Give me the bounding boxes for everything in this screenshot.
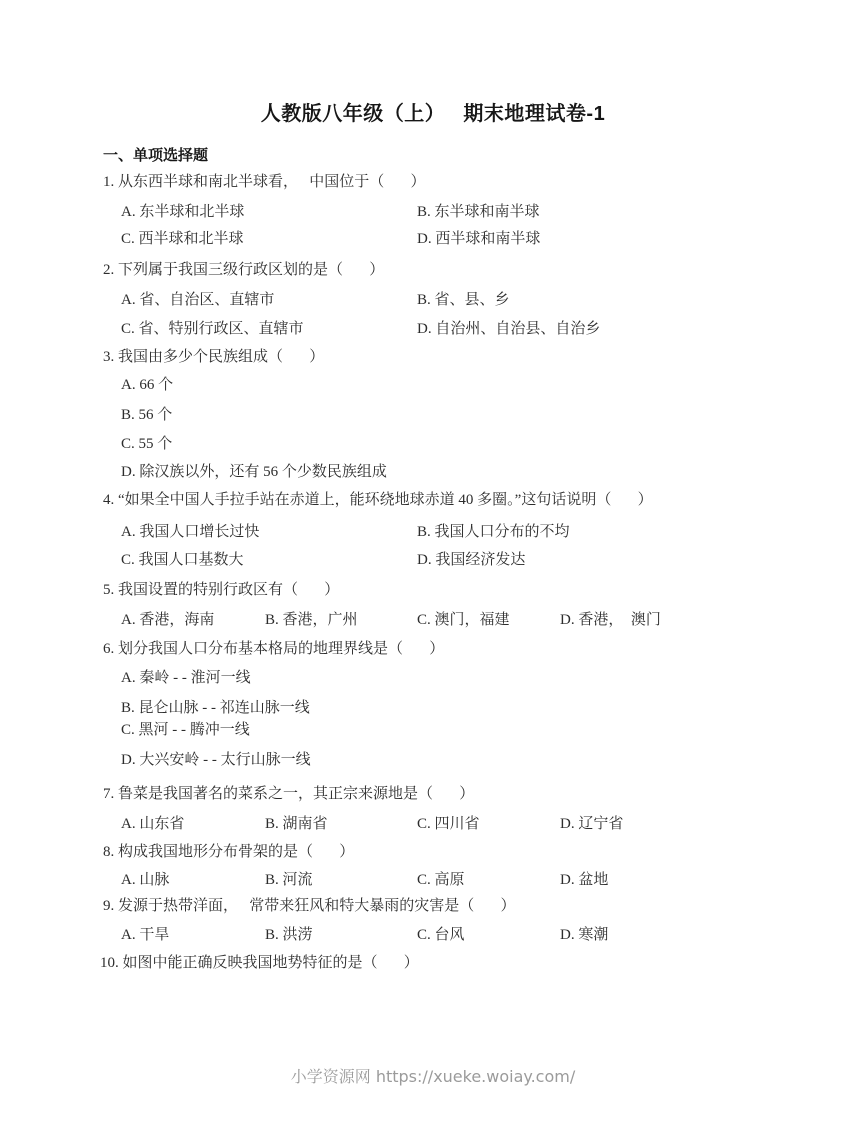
- question-5-option-b: B. 香港，广州: [265, 612, 358, 628]
- page-title: 人教版八年级（上） 期末地理试卷-1: [260, 103, 606, 125]
- question-6-option-a: A. 秦岭 - - 淮河一线: [121, 670, 251, 686]
- question-3-option-c: C. 55 个: [121, 436, 173, 452]
- question-6-option-d: D. 大兴安岭 - - 太行山脉一线: [121, 752, 311, 768]
- question-3-option-a: A. 66 个: [121, 377, 174, 393]
- question-3-option-d: D. 除汉族以外，还有 56 个少数民族组成: [121, 464, 387, 480]
- question-5-option-d: D. 香港， 澳门: [560, 612, 661, 628]
- question-9-option-d: D. 寒潮: [560, 927, 609, 943]
- question-6-option-b: B. 昆仑山脉 - - 祁连山脉一线: [121, 700, 310, 716]
- question-2-option-b: B. 省、县、乡: [417, 292, 510, 308]
- question-9-option-b: B. 洪涝: [265, 927, 313, 943]
- question-2-option-c: C. 省、特别行政区、直辖市: [121, 321, 304, 337]
- question-6-text: 6. 划分我国人口分布基本格局的地理界线是（ ）: [103, 641, 445, 657]
- question-7-option-b: B. 湖南省: [265, 816, 328, 832]
- question-7-option-a: A. 山东省: [121, 816, 185, 832]
- question-5-option-a: A. 香港，海南: [121, 612, 215, 628]
- question-2-text: 2. 下列属于我国三级行政区划的是（ ）: [103, 262, 385, 278]
- question-3-text: 3. 我国由多少个民族组成（ ）: [103, 349, 325, 365]
- question-2-option-a: A. 省、自治区、直辖市: [121, 292, 275, 308]
- question-8-option-b: B. 河流: [265, 872, 313, 888]
- question-4-option-c: C. 我国人口基数大: [121, 552, 244, 568]
- question-5-text: 5. 我国设置的特别行政区有（ ）: [103, 582, 340, 598]
- section-header: 一、单项选择题: [103, 147, 209, 164]
- question-7-option-d: D. 辽宁省: [560, 816, 624, 832]
- question-1-text: 1. 从东西半球和南北半球看， 中国位于（ ）: [103, 174, 426, 190]
- question-2-option-d: D. 自治州、自治县、自治乡: [417, 321, 601, 337]
- question-9-option-a: A. 干旱: [121, 927, 170, 943]
- question-5-option-c: C. 澳门，福建: [417, 612, 510, 628]
- watermark-footer: 小学资源网 https://xueke.woiay.com/: [290, 1067, 576, 1086]
- question-8-text: 8. 构成我国地形分布骨架的是（ ）: [103, 844, 355, 860]
- question-4-text: 4. “如果全中国人手拉手站在赤道上，能环绕地球赤道 40 多圈。”这句话说明（ ）: [103, 492, 653, 508]
- question-1-option-d: D. 西半球和南半球: [417, 231, 541, 247]
- question-1-option-c: C. 西半球和北半球: [121, 231, 244, 247]
- question-9-text: 9. 发源于热带洋面， 常带来狂风和特大暴雨的灾害是（ ）: [103, 898, 516, 914]
- question-4-option-a: A. 我国人口增长过快: [121, 524, 260, 540]
- question-7-option-c: C. 四川省: [417, 816, 480, 832]
- question-1-option-a: A. 东半球和北半球: [121, 204, 245, 220]
- question-8-option-a: A. 山脉: [121, 872, 170, 888]
- question-9-option-c: C. 台风: [417, 927, 465, 943]
- question-4-option-b: B. 我国人口分布的不均: [417, 524, 570, 540]
- question-6-option-c: C. 黑河 - - 腾冲一线: [121, 722, 250, 738]
- question-4-option-d: D. 我国经济发达: [417, 552, 526, 568]
- question-8-option-c: C. 高原: [417, 872, 465, 888]
- question-3-option-b: B. 56 个: [121, 407, 173, 423]
- question-8-option-d: D. 盆地: [560, 872, 609, 888]
- question-10-text: 10. 如图中能正确反映我国地势特征的是（ ）: [100, 955, 419, 971]
- question-1-option-b: B. 东半球和南半球: [417, 204, 540, 220]
- question-7-text: 7. 鲁菜是我国著名的菜系之一，其正宗来源地是（ ）: [103, 786, 475, 802]
